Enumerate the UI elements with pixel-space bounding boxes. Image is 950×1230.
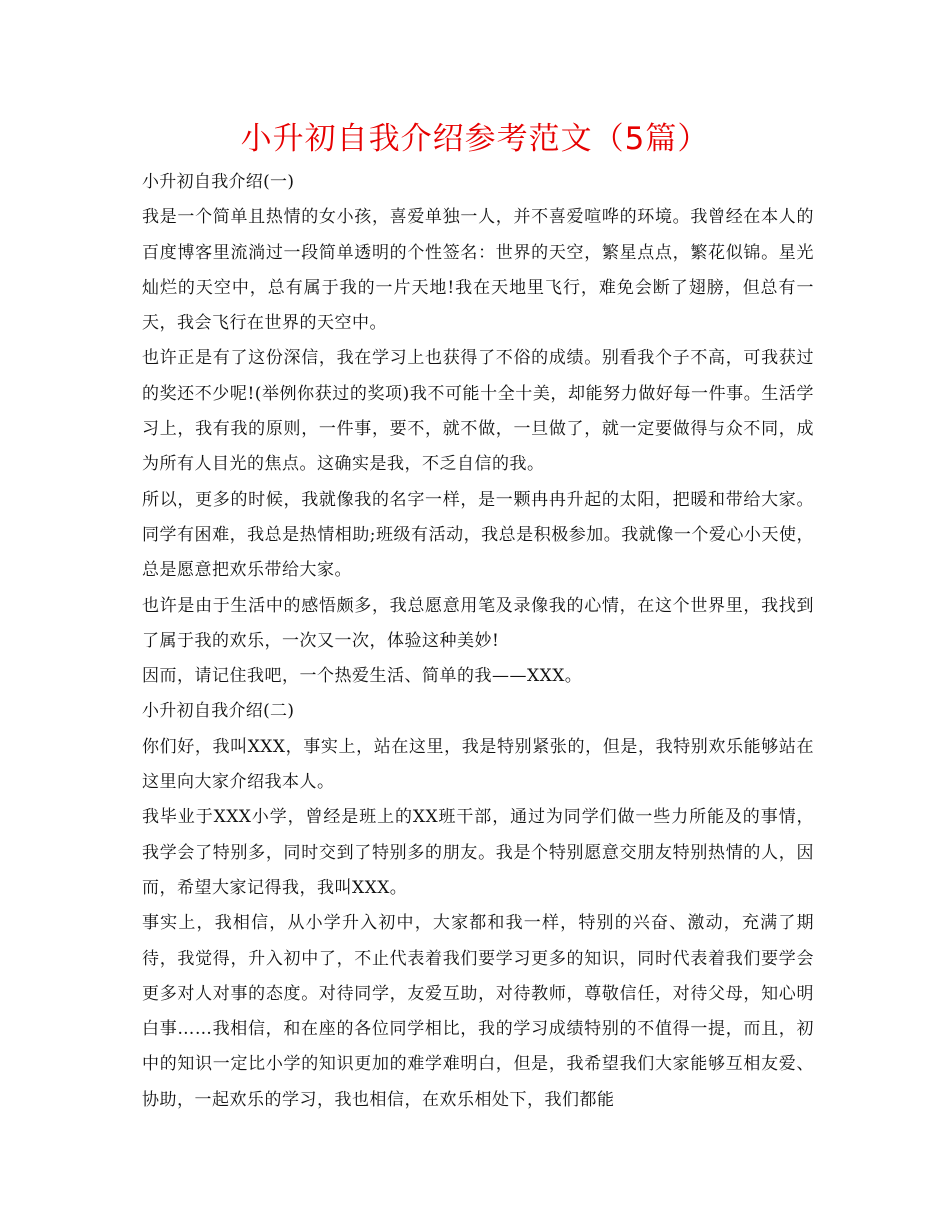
paragraph: 所以，更多的时候，我就像我的名字一样，是一颗冉冉升起的太阳，把暖和带给大家。同学有困难，我总是热情相助;班级有活动，我总是积极参加。我就像一个爱心小天使，总是愿意把欢乐带给大家。 bbox=[142, 489, 814, 581]
document-body bbox=[142, 165, 814, 1118]
paragraph: 我毕业于XXX小学，曾经是班上的XX班干部，通过为同学们做一些力所能及的事情，我学会了特别多，同时交到了特别多的朋友。我是个特别愿意交朋友特别热情的人，因而，希望大家记得我，我叫XXX。 bbox=[142, 807, 814, 898]
paragraph: 因而，请记住我吧，一个热爱生活、简单的我——XXX。 bbox=[142, 666, 583, 687]
paragraph: 我是一个简单且热情的女小孩，喜爱单独一人，并不喜爱喧哗的环境。我曾经在本人的百度博客里流淌过一段简单透明的个性签名：世界的天空，繁星点点，繁花似锦。星光灿烂的天空中，总有属于我的一片天地!我在天地里飞行，难免会断了翅膀，但总有一天，我会飞行在世界的天空中。 bbox=[142, 207, 814, 334]
document-title: 小升初自我介绍参考范文（5篇） bbox=[240, 121, 710, 157]
paragraph: 事实上，我相信，从小学升入初中，大家都和我一样，特别的兴奋、激动，充满了期待，我觉得，升入初中了，不止代表着我们要学习更多的知识，同时代表着我们要学会更多对人对事的态度。对待同学，友爱互助，对待教师，尊敬信任，对待父母，知心明白事……我相信，和在座的各位同学相比，我的学习成绩特别的不值得一提，而且，初中的知识一定比小学的知识更加的难学难明白，但是，我希望我们大家能够互相友爱、协助，一起欢乐的学习，我也相信，在欢乐相处下，我们都能 bbox=[142, 913, 814, 1110]
paragraph: 你们好，我叫XXX，事实上，站在这里，我是特别紧张的，但是，我特别欢乐能够站在这里向大家介绍我本人。 bbox=[142, 736, 814, 793]
paragraph: 也许正是有了这份深信，我在学习上也获得了不俗的成绩。别看我个子不高，可我获过的奖还不少呢!(举例你获过的奖项)我不可能十全十美，却能努力做好每一件事。生活学习上，我有我的原则，一件事，要不，就不做，一旦做了，就一定要做得与众不同，成为所有人目光的焦点。这确实是我，不乏自信的我。 bbox=[142, 348, 814, 475]
section-heading-1: 小升初自我介绍(一) bbox=[142, 172, 295, 192]
paragraph: 也许是由于生活中的感悟颇多，我总愿意用笔及录像我的心情，在这个世界里，我找到了属于我的欢乐，一次又一次，体验这种美妙! bbox=[142, 595, 814, 651]
section-heading-2: 小升初自我介绍(二) bbox=[142, 701, 295, 722]
